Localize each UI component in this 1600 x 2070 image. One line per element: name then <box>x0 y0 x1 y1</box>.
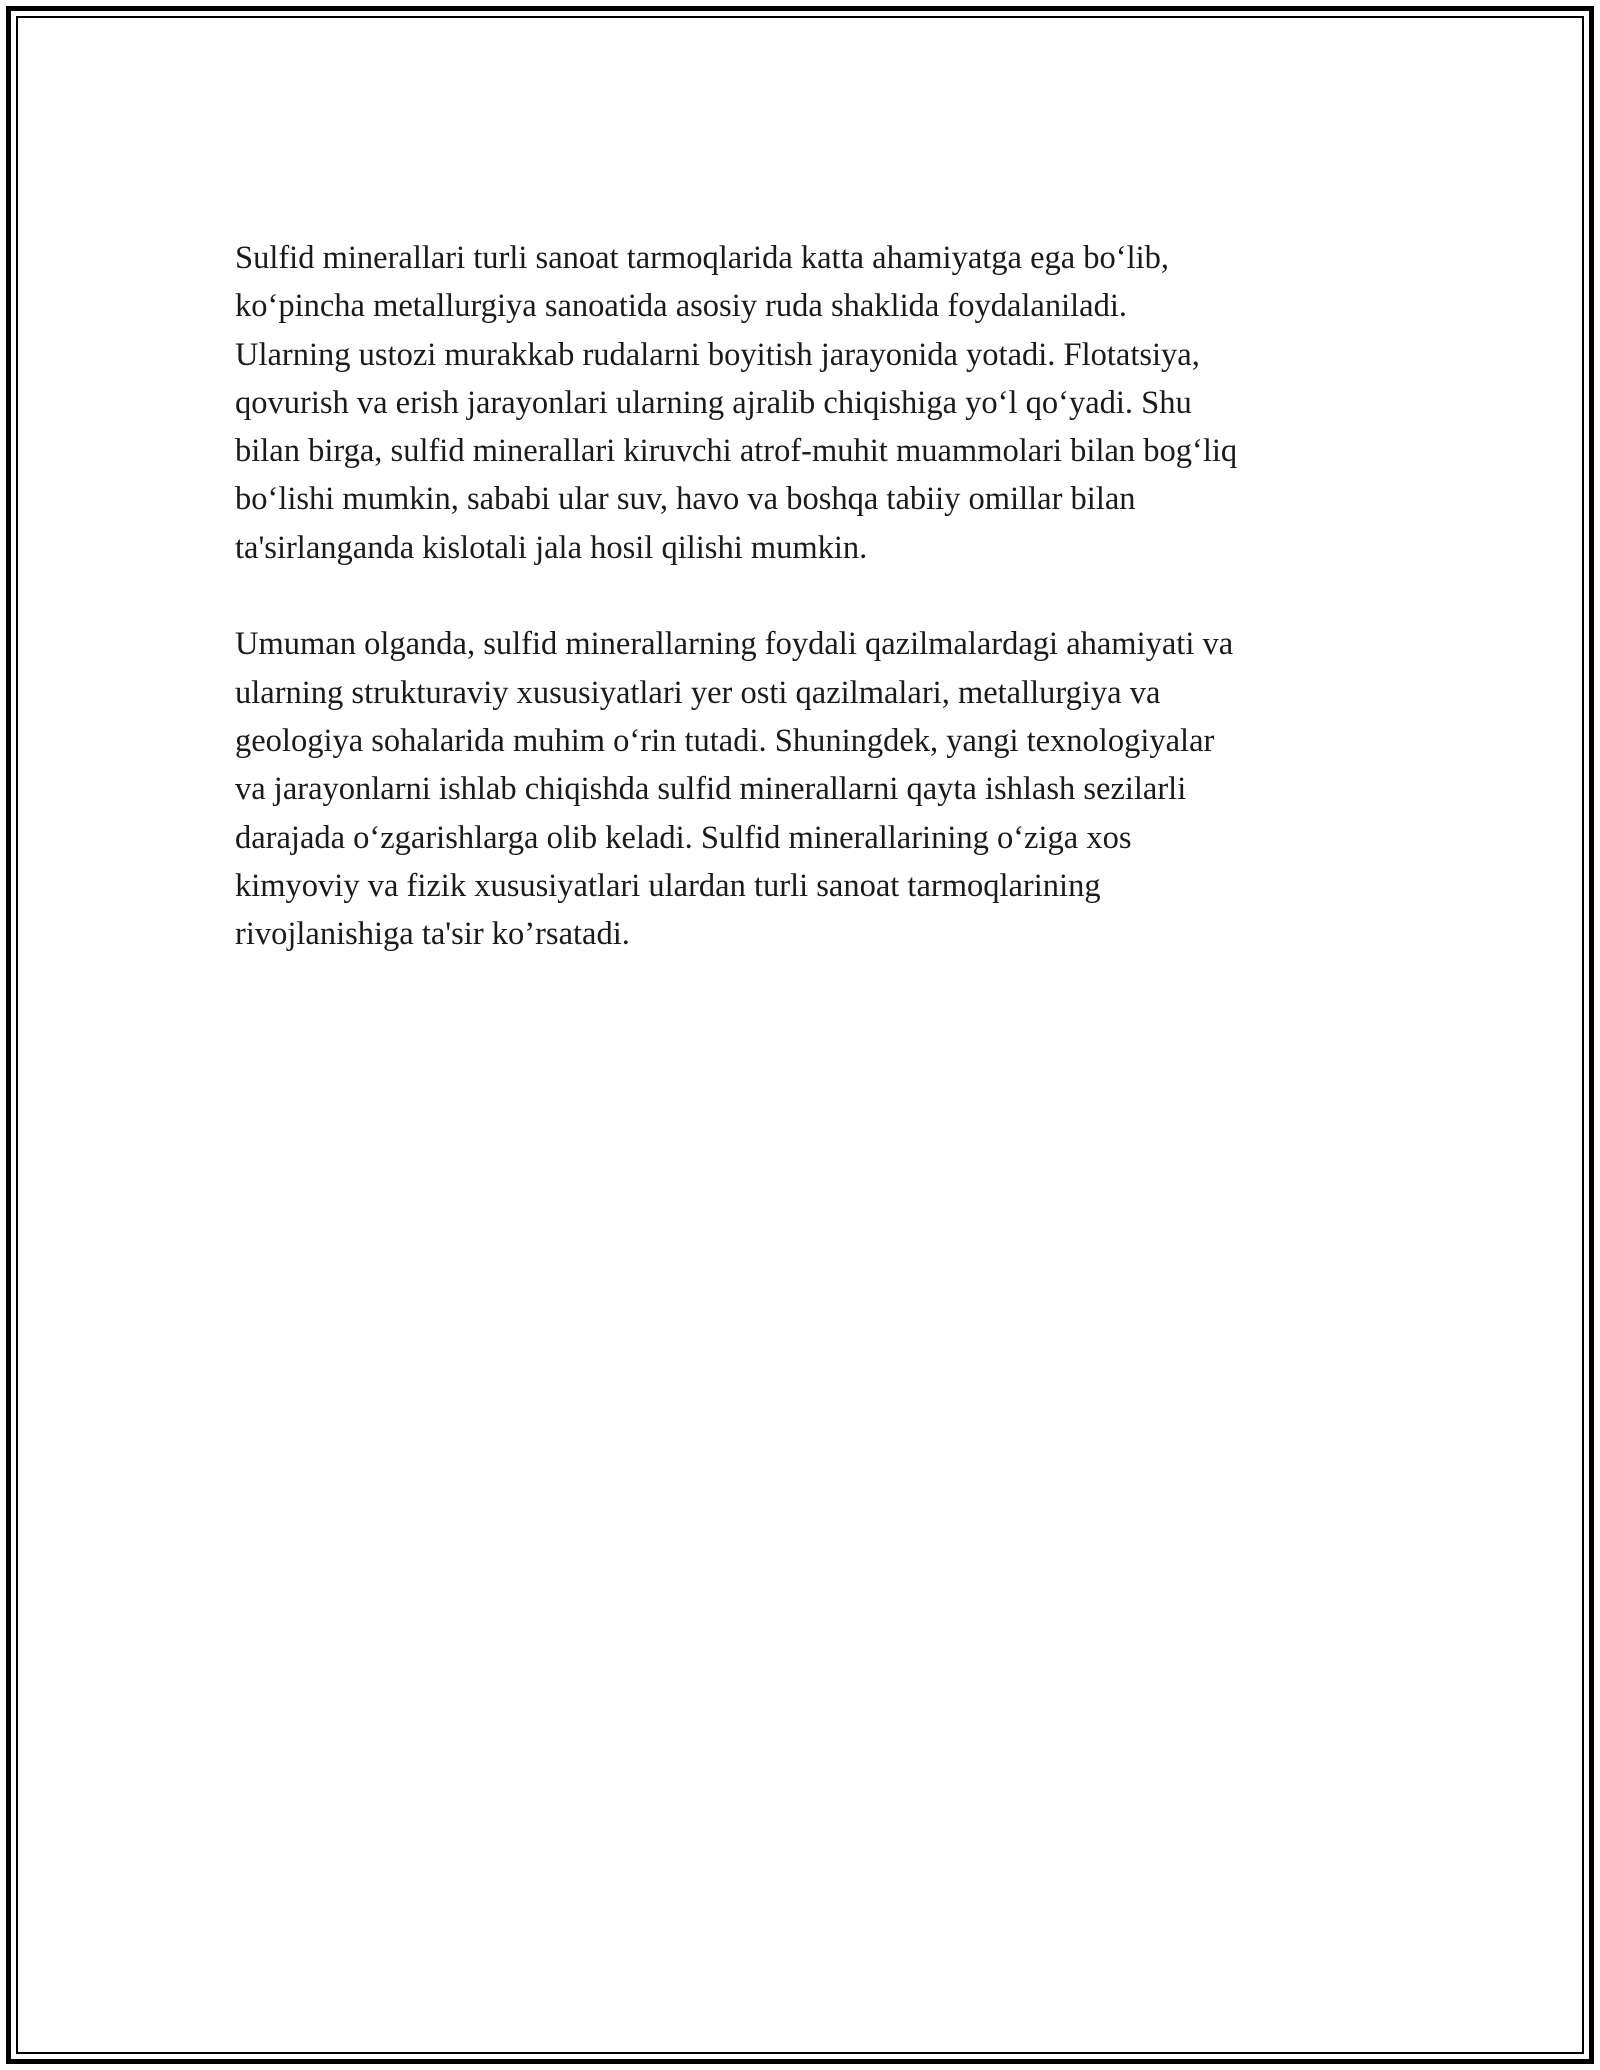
paragraph-2: Umuman olganda, sulfid minerallarning foydali qazilmalardagi ahamiyati va ularning strukturaviy xususiyatlari yer osti qazilmalari, metallurgiya va geologiya sohalarida muhim o‘rin tutadi. Shuningdek, yangi texnologiyalar va jarayonlarni ishlab chiqishda sulfid minerallarni qayta ishlash sezilarli darajada o‘zgarishlarga olib keladi. Sulfid minerallarining o‘ziga xos kimyoviy va fizik xususiyatlari ulardan turli sanoat tarmoqlarining rivojlanishiga ta'sir ko’rsatadi. <box>235 626 1234 953</box>
document-body <box>235 234 1375 958</box>
paragraph-1: Sulfid minerallari turli sanoat tarmoqlarida katta ahamiyatga ega bo‘lib, ko‘pincha metallurgiya sanoatida asosiy ruda shaklida foydalaniladi. Ularning ustozi murakkab rudalarni boyitish jarayonida yotadi. Flotatsiya, qovurish va erish jarayonlari ularning ajralib chiqishiga yo‘l qo‘yadi. Shu bilan birga, sulfid minerallari kiruvchi atrof-muhit muammolari bilan bog‘liq bo‘lishi mumkin, sababi ular suv, havo va boshqa tabiiy omillar bilan ta'sirlanganda kislotali jala hosil qilishi mumkin. <box>235 240 1238 566</box>
